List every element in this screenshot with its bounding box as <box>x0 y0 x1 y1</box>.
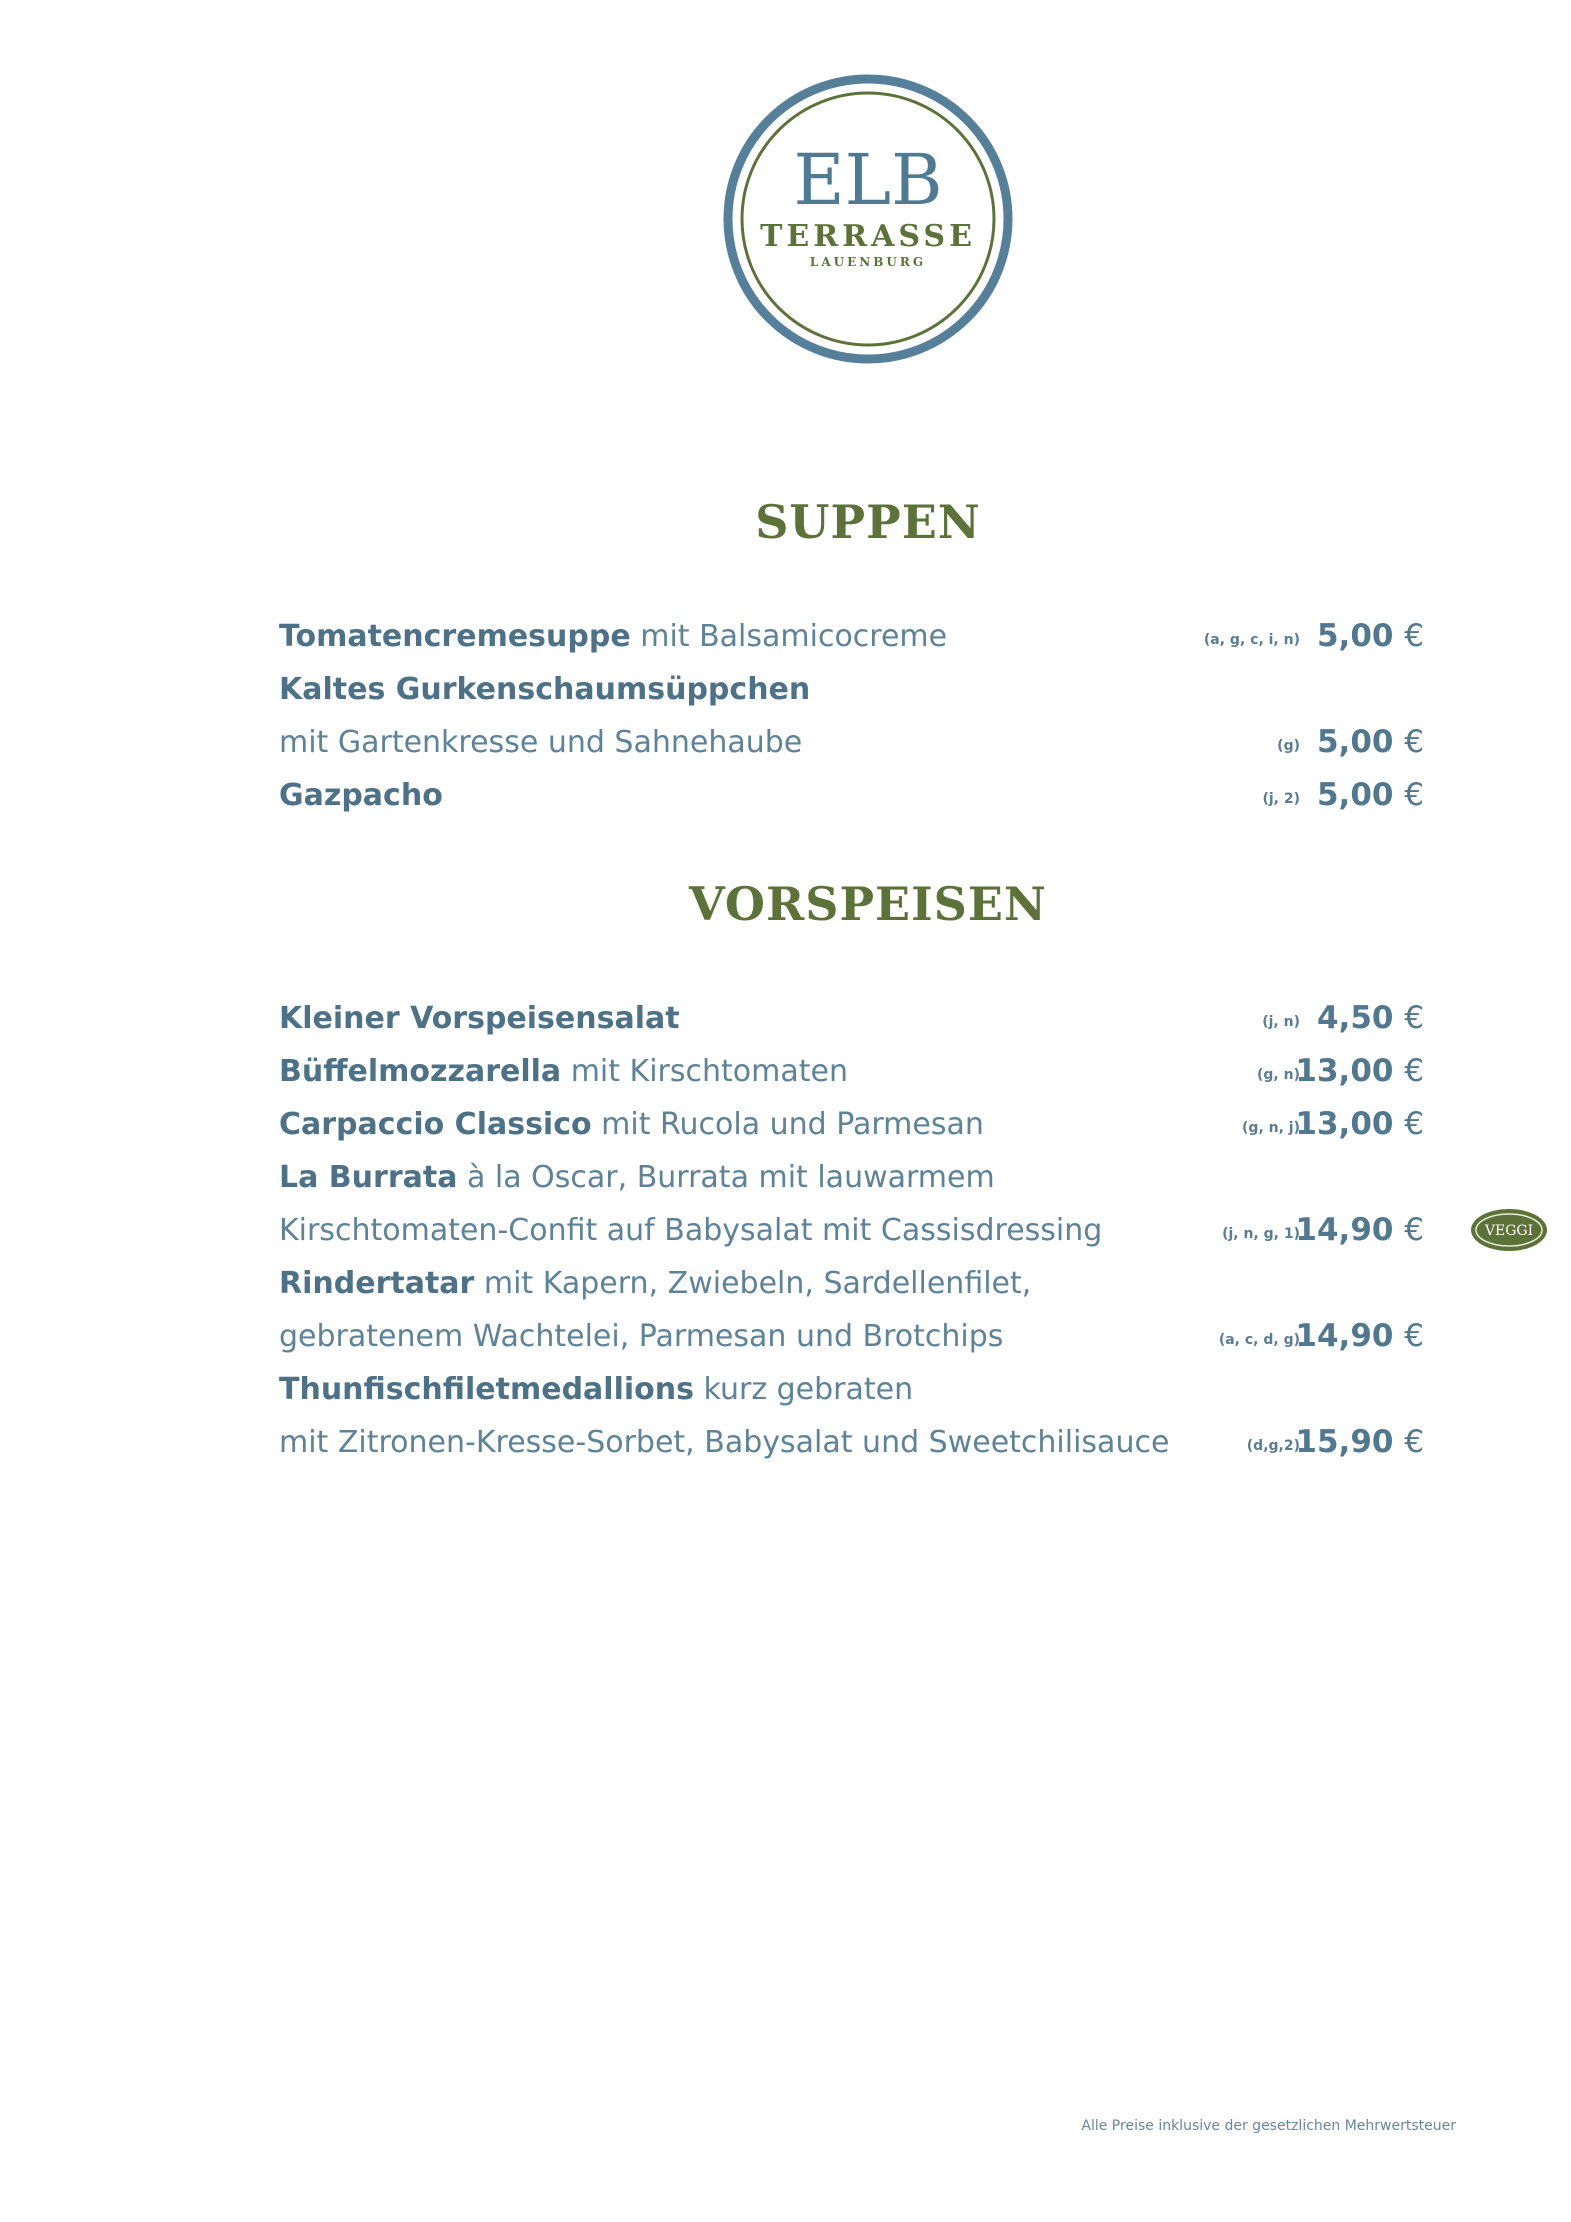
footer-vat-note: Alle Preise inklusive der gesetzlichen Mehrwertsteuer <box>1081 2118 1456 2134</box>
price-currency: € <box>1404 1106 1424 1142</box>
dish-name: Thunfischfiletmedallions <box>279 1372 694 1407</box>
dish-name: La Burrata <box>279 1160 458 1195</box>
dish-description: mit Kapern, Zwiebeln, Sardellenfilet, <box>474 1266 1032 1301</box>
menu-line <box>279 1416 1459 1469</box>
menu-line <box>279 1204 1534 1257</box>
price-value: 13,00 <box>1295 1053 1394 1089</box>
dish-description: à la Oscar, Burrata mit lauwarmem <box>457 1160 995 1195</box>
dish-description: gebratenem Wachtelei, Parmesan und Brotchips <box>279 1319 1004 1354</box>
dish-description: mit Balsamicocreme <box>630 619 948 654</box>
menu-line <box>279 610 1459 663</box>
menu-line <box>279 663 1459 716</box>
dish-name: Carpaccio Classico <box>279 1107 592 1142</box>
menu-list-suppen <box>279 610 1459 822</box>
veggi-badge-label: VEGGI <box>1484 1223 1534 1239</box>
price-currency: € <box>1404 1424 1424 1460</box>
dish-name: Rindertatar <box>279 1266 475 1301</box>
price-currency: € <box>1404 1000 1424 1036</box>
dish-price <box>1264 610 1424 663</box>
allergen-codes: (a, c, d, g) <box>1218 1332 1300 1348</box>
price-currency: € <box>1404 777 1424 813</box>
menu-line <box>279 1310 1459 1363</box>
allergen-codes: (a, g, c, i, n) <box>1203 632 1300 648</box>
section-title-suppen: SUPPEN <box>755 495 981 549</box>
veggi-badge <box>1469 1207 1549 1253</box>
dish-name: Gazpacho <box>279 778 443 813</box>
allergen-codes: (j, n, g, 1) <box>1222 1226 1300 1242</box>
menu-line <box>279 992 1459 1045</box>
price-currency: € <box>1404 1318 1424 1354</box>
price-value: 5,00 <box>1316 724 1394 760</box>
price-currency: € <box>1404 1212 1424 1248</box>
dish-description: mit Rucola und Parmesan <box>591 1107 984 1142</box>
menu-line <box>279 769 1459 822</box>
dish-price <box>1264 1204 1424 1257</box>
menu-line <box>279 1151 1459 1204</box>
price-value: 15,90 <box>1295 1424 1394 1460</box>
menu-list-vorspeisen <box>279 992 1534 1469</box>
allergen-codes: (g) <box>1277 738 1300 754</box>
price-value: 5,00 <box>1316 618 1394 654</box>
allergen-codes: (g, n, j) <box>1242 1120 1300 1136</box>
price-value: 5,00 <box>1316 777 1394 813</box>
logo-seal <box>723 74 1013 364</box>
dish-name: Tomatencremesuppe <box>279 619 631 654</box>
menu-line <box>279 1257 1459 1310</box>
dish-description: mit Gartenkresse und Sahnehaube <box>279 725 803 760</box>
dish-name: Kaltes Gurkenschaumsüppchen <box>279 672 811 707</box>
menu-line <box>279 1045 1459 1098</box>
price-currency: € <box>1404 724 1424 760</box>
dish-description: mit Zitronen-Kresse-Sorbet, Babysalat und Sweetchilisauce <box>279 1425 1170 1460</box>
allergen-codes: (d,g,2) <box>1246 1438 1300 1454</box>
dish-price <box>1264 716 1424 769</box>
section-title-vorspeisen: VORSPEISEN <box>689 877 1047 931</box>
allergen-codes: (j, n) <box>1262 1014 1300 1030</box>
price-currency: € <box>1404 1053 1424 1089</box>
dish-description: kurz gebraten <box>693 1372 914 1407</box>
dish-price <box>1264 1098 1424 1151</box>
allergen-codes: (j, 2) <box>1262 791 1300 807</box>
allergen-codes: (g, n) <box>1257 1067 1300 1083</box>
logo <box>723 74 1013 364</box>
dish-description: Kirschtomaten-Confit auf Babysalat mit Cassisdressing <box>279 1213 1103 1248</box>
logo-text-elb: ELB <box>793 139 943 221</box>
price-value: 13,00 <box>1295 1106 1394 1142</box>
dish-price <box>1264 1310 1424 1363</box>
dish-description: mit Kirschtomaten <box>561 1054 848 1089</box>
dish-price <box>1264 1045 1424 1098</box>
price-value: 14,90 <box>1295 1212 1394 1248</box>
price-currency: € <box>1404 618 1424 654</box>
dish-name: Kleiner Vorspeisensalat <box>279 1001 680 1036</box>
dish-price <box>1264 1416 1424 1469</box>
price-value: 14,90 <box>1295 1318 1394 1354</box>
menu-line <box>279 1363 1459 1416</box>
price-value: 4,50 <box>1316 1000 1394 1036</box>
dish-name: Büffelmozzarella <box>279 1054 562 1089</box>
dish-price <box>1264 769 1424 822</box>
menu-line <box>279 1098 1459 1151</box>
logo-text-terrasse: TERRASSE <box>760 219 976 254</box>
dish-price <box>1264 992 1424 1045</box>
menu-line <box>279 716 1459 769</box>
logo-text-lauenburg: LAUENBURG <box>809 255 927 269</box>
